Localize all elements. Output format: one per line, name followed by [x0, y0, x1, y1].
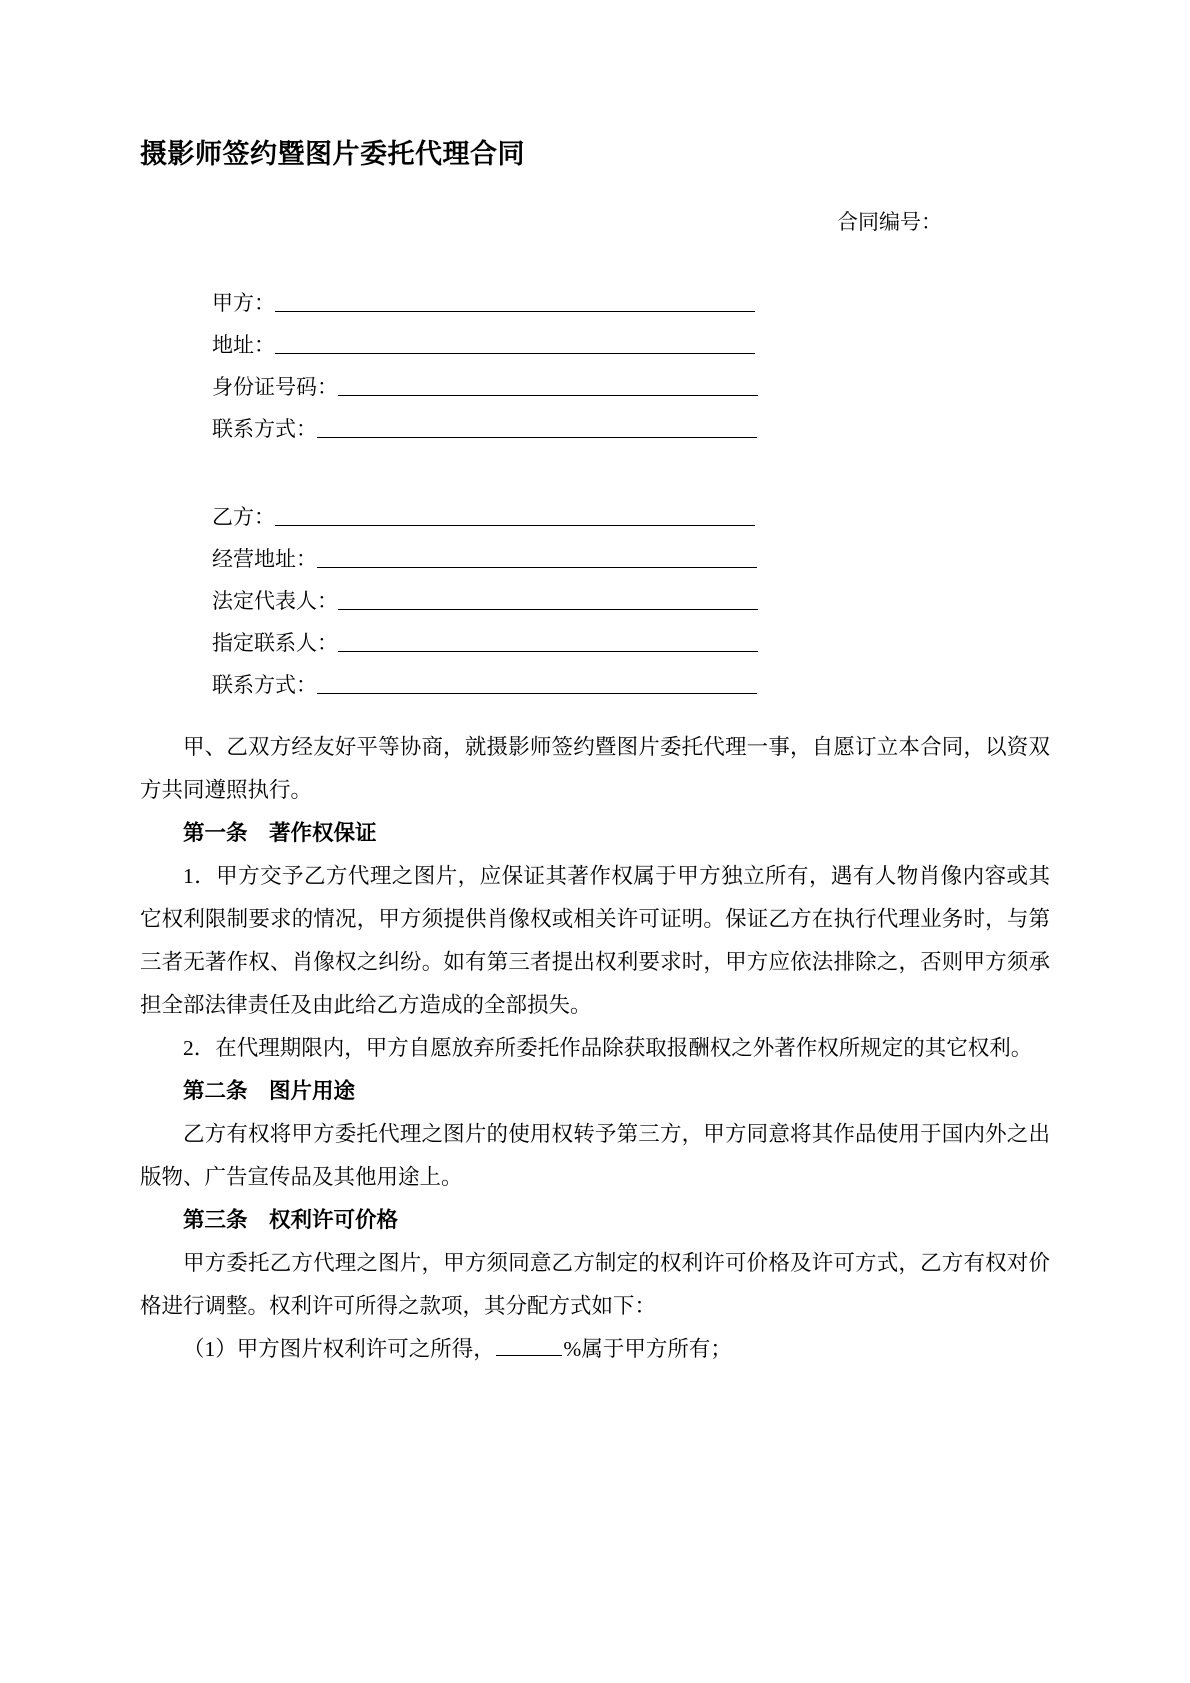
field-label: 经营地址： — [212, 546, 317, 571]
field-blank-line[interactable] — [338, 650, 758, 652]
party-b-fields — [140, 488, 1050, 698]
field-row-party-a-id-number — [212, 358, 1050, 400]
article-1-paragraph-1: 1．甲方交予乙方代理之图片，应保证其著作权属于甲方独立所有，遇有人物肖像内容或其它权利限制要求的情况，甲方须提供肖像权或相关许可证明。保证乙方在执行代理业务时，与第三者无著作权、肖像权之纠纷。如有第三者提出权利要求时，甲方应依法排除之，否则甲方须承担全部法律责任及由此给乙方造成的全部损失。 — [140, 863, 1050, 1017]
field-blank-line[interactable] — [317, 566, 757, 568]
article-title: 图片用途 — [269, 1078, 356, 1103]
field-label: 联系方式： — [212, 416, 317, 441]
contract-number-row — [140, 208, 1050, 237]
field-blank-line[interactable] — [275, 524, 755, 526]
article-1-paragraph-2: 2．在代理期限内，甲方自愿放弃所委托作品除获取报酬权之外著作权所规定的其它权利。 — [183, 1035, 1033, 1060]
field-row-party-b-legal-representative — [212, 572, 1050, 614]
article-heading-2 — [140, 1070, 1050, 1113]
article-title: 著作权保证 — [269, 820, 377, 845]
field-row-party-b-business-address — [212, 530, 1050, 572]
field-label: 联系方式： — [212, 672, 317, 697]
field-blank-line[interactable] — [317, 436, 757, 438]
contract-number-label: 合同编号： — [837, 210, 942, 235]
field-label: 身份证号码： — [212, 374, 338, 399]
field-blank-line[interactable] — [275, 310, 755, 312]
article-3-paragraph-1: 甲方委托乙方代理之图片，甲方须同意乙方制定的权利许可价格及许可方式，乙方有权对价格进行调整。权利许可所得之款项，其分配方式如下： — [140, 1250, 1050, 1318]
field-row-party-b-designated-contact — [212, 614, 1050, 656]
article-3-clause-1 — [140, 1328, 1050, 1371]
article-number: 第一条 — [183, 820, 248, 845]
percentage-blank-input[interactable] — [496, 1334, 563, 1355]
field-row-party-a-name — [212, 274, 1050, 316]
clause-text-before: （1）甲方图片权利许可之所得， — [183, 1336, 495, 1361]
article-heading-1 — [140, 812, 1050, 855]
field-row-party-b-contact — [212, 656, 1050, 698]
party-a-fields — [140, 274, 1050, 442]
field-blank-line[interactable] — [338, 394, 758, 396]
article-2-paragraph-1: 乙方有权将甲方委托代理之图片的使用权转予第三方，甲方同意将其作品使用于国内外之出版物、广告宣传品及其他用途上。 — [140, 1121, 1050, 1189]
field-row-party-a-address — [212, 316, 1050, 358]
page-title: 摄影师签约暨图片委托代理合同 — [140, 139, 525, 169]
article-title: 权利许可价格 — [269, 1207, 399, 1232]
document-content — [140, 0, 1050, 1371]
field-blank-line[interactable] — [338, 608, 758, 610]
field-label: 乙方： — [212, 504, 275, 529]
field-row-party-a-contact — [212, 400, 1050, 442]
field-row-party-b-name — [212, 488, 1050, 530]
article-heading-3 — [140, 1199, 1050, 1242]
field-blank-line[interactable] — [317, 692, 757, 694]
field-label: 地址： — [212, 332, 275, 357]
article-number: 第二条 — [183, 1078, 248, 1103]
field-label: 法定代表人： — [212, 588, 338, 613]
clause-text-after: %属于甲方所有； — [563, 1336, 732, 1361]
article-number: 第三条 — [183, 1207, 248, 1232]
field-label: 指定联系人： — [212, 630, 338, 655]
field-label: 甲方： — [212, 290, 275, 315]
field-blank-line[interactable] — [275, 352, 755, 354]
intro-paragraph: 甲、乙双方经友好平等协商，就摄影师签约暨图片委托代理一事，自愿订立本合同，以资双方共同遵照执行。 — [140, 734, 1050, 802]
